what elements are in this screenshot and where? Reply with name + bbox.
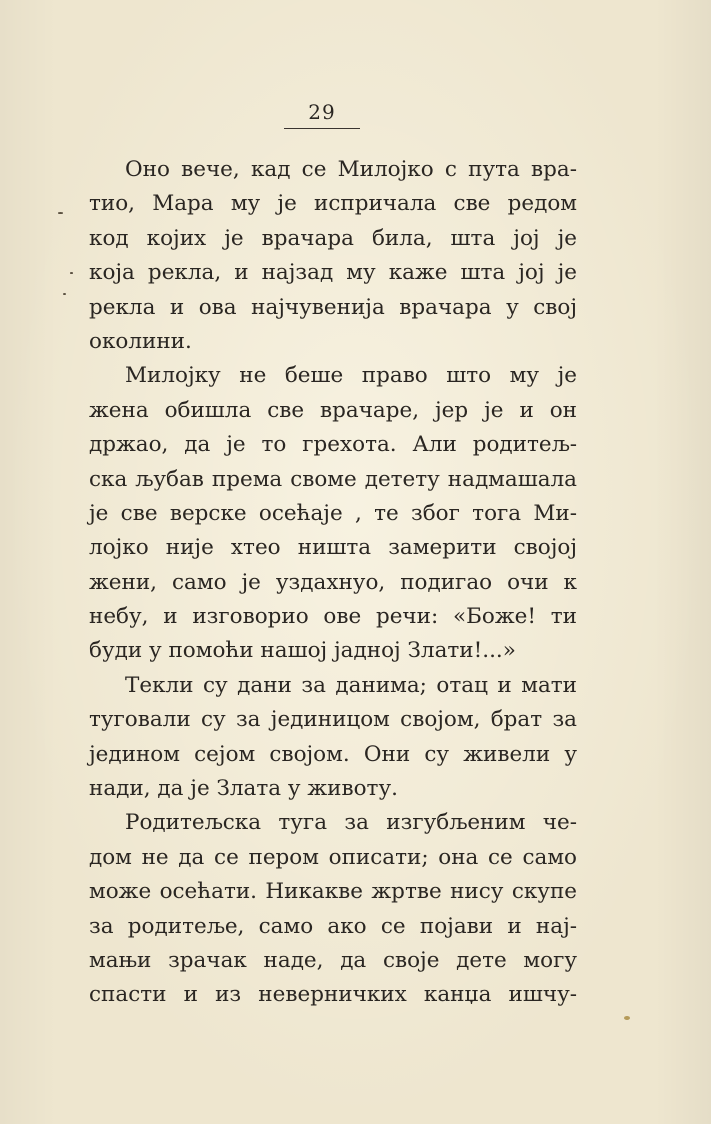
text-line: ска љубав према своме детету надмашала [89,466,577,492]
text-line: за родитеље, само ако се појави и нај- [89,913,577,939]
text-line: тио, Мара му је испричала све редом [89,191,577,217]
text-line: Милојку не беше право што му је [125,363,577,389]
ink-speck [624,1016,630,1020]
text-line: једином сејом својом. Они су живели у [89,741,577,767]
text-line: рекла и ова најчувенија врачара у свој [89,294,577,320]
ink-speck [70,272,73,274]
text-line: спасти и из неверничких канџа ишчу- [89,982,577,1008]
text-line: околини. [89,328,192,354]
text-line: дом не да се пером описати; она се само [89,844,577,870]
body-text [89,153,577,1013]
text-line: небу, и изговорио ове речи: «Боже! ти [89,604,577,630]
text-line: држао, да је то грехота. Али родитељ- [89,432,577,458]
text-line: Оно вече, кад се Милојко с пута вра- [125,157,577,182]
text-line: код којих је врачара била, шта јој је [89,225,577,251]
text-line: жени, само је уздахнуо, подигао очи к [89,569,577,595]
text-line: туговали су за јединицом својом, брат за [89,707,577,733]
text-line: нади, да је Злата у животу. [89,776,398,802]
ink-speck [58,212,63,214]
text-line: је све верске осећаје , те због тога Ми- [89,500,577,526]
page-number: 29 [308,100,336,124]
text-line: Текли су дани за данима; отац и мати [125,672,577,698]
text-line: лојко није хтео ништа замерити својој [89,535,577,561]
text-line: мањи зрачак наде, да своје дете могу [89,947,577,973]
ink-speck [63,293,66,295]
text-line: буди у помоћи нашој јадној Злати!...» [89,638,516,664]
text-line: жена обишла све врачаре, јер је и он [89,397,577,423]
page-number-rule [284,128,360,129]
text-line: Родитељска туга за изгубљеним че- [125,810,577,836]
text-line: може осећати. Никакве жртве нису скупе [89,879,577,905]
text-line: која рекла, и најзад му каже шта јој је [89,260,577,286]
